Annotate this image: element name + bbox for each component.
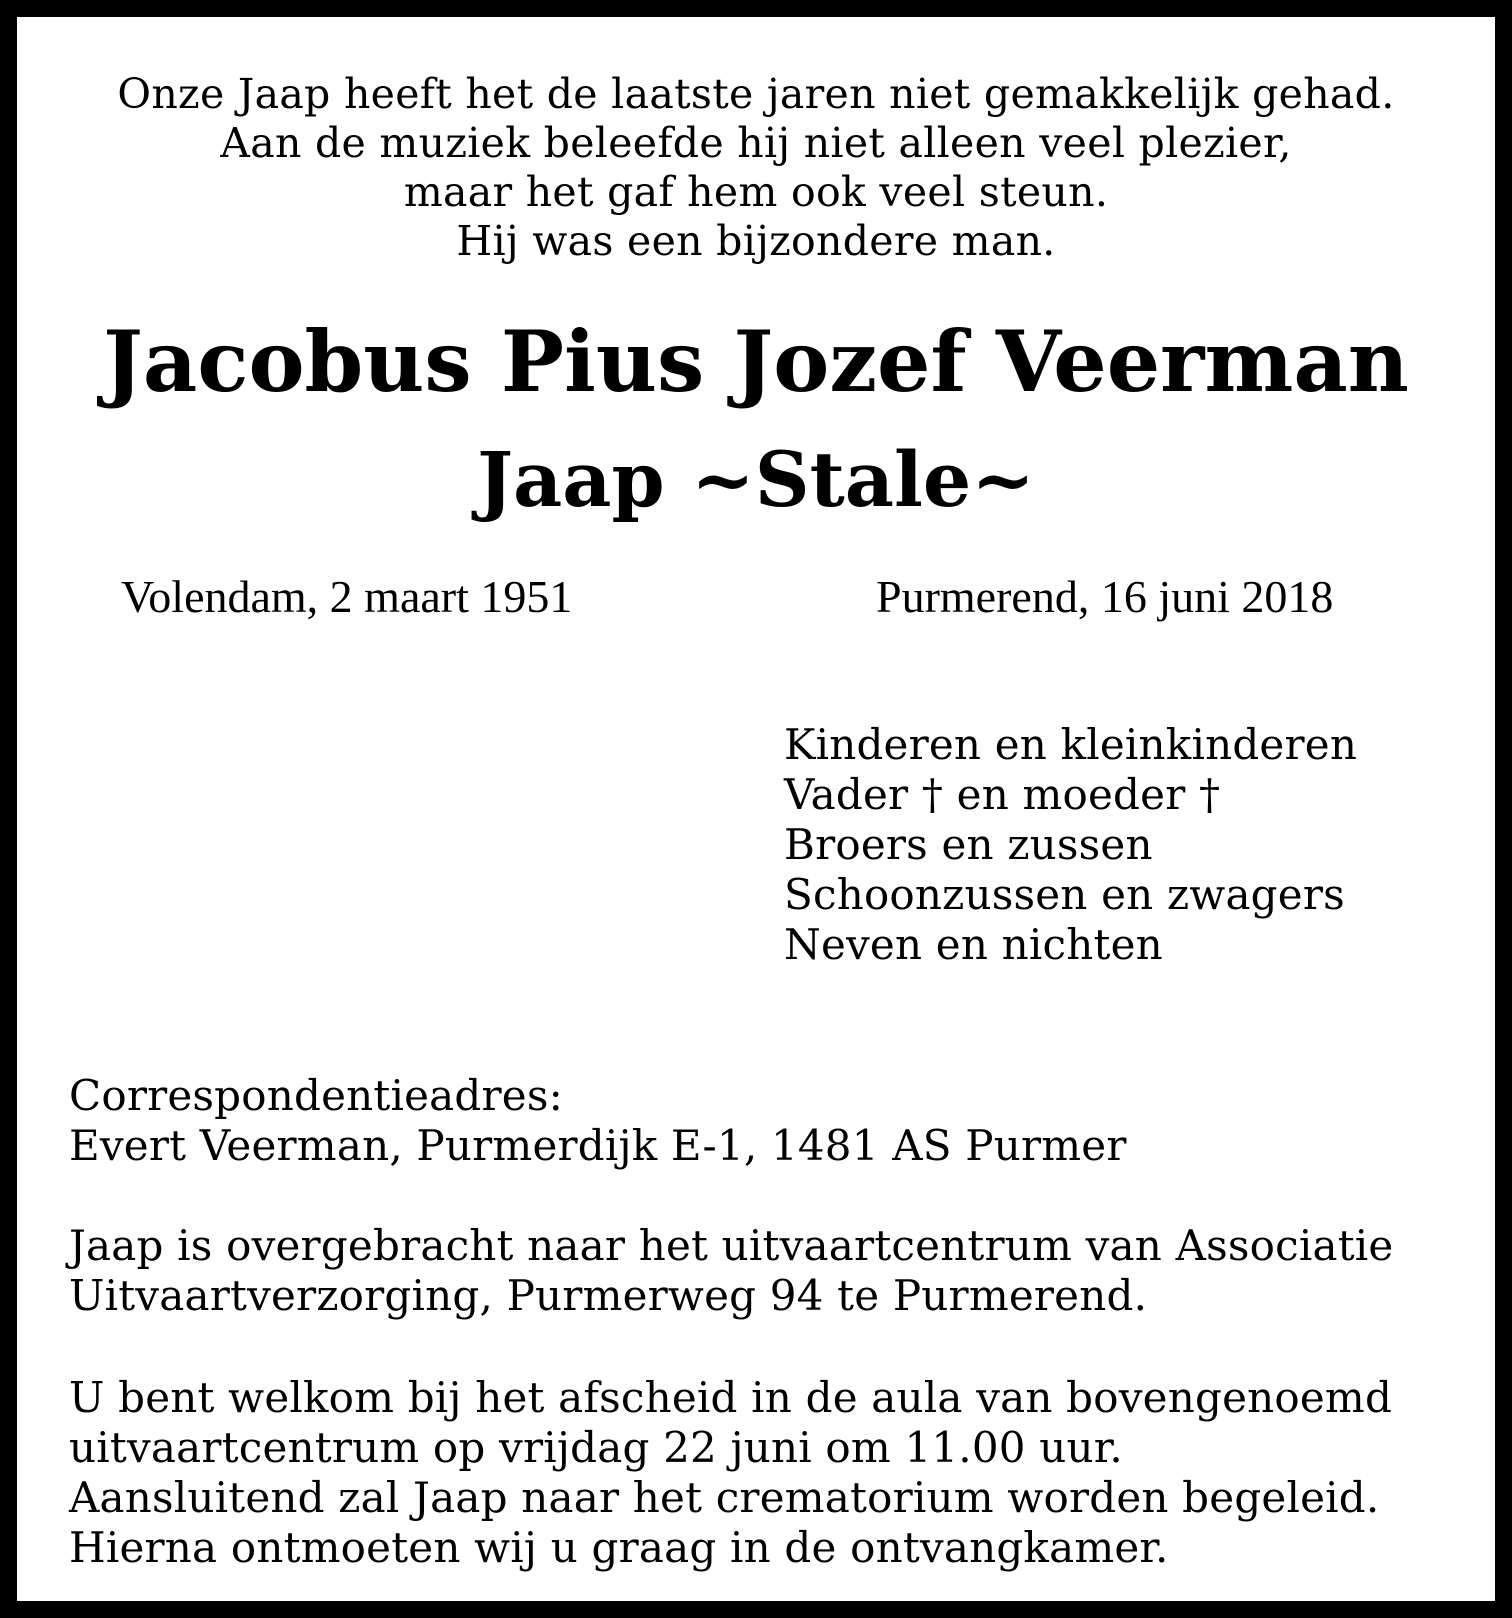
family-line: Neven en nichten bbox=[784, 920, 1163, 969]
farewell-line: Hierna ontmoeten wij u graag in de ontvangkamer. bbox=[69, 1523, 1169, 1572]
family-line: Vader † en moeder † bbox=[784, 770, 1221, 819]
family-line: Broers en zussen bbox=[784, 820, 1153, 869]
transfer-line: Uitvaartverzorging, Purmerweg 94 te Purmerend. bbox=[69, 1271, 1148, 1320]
deceased-nickname: Jaap ~Stale~ bbox=[477, 435, 1035, 524]
intro-line: maar het gaf hem ook veel steun. bbox=[403, 168, 1109, 216]
farewell-line: uitvaartcentrum op vrijdag 22 juni om 11.00 uur. bbox=[69, 1423, 1123, 1472]
correspondence-address: Evert Veerman, Purmerdijk E-1, 1481 AS Purmer bbox=[69, 1121, 1127, 1170]
family-list bbox=[784, 720, 1357, 970]
farewell-notice bbox=[69, 1373, 1392, 1573]
family-line: Schoonzussen en zwagers bbox=[784, 870, 1345, 919]
deceased-full-name: Jacobus Pius Jozef Veerman bbox=[103, 312, 1409, 411]
death-place-date: Purmerend, 16 juni 2018 bbox=[876, 571, 1334, 622]
farewell-line: Aansluitend zal Jaap naar het crematorium worden begeleid. bbox=[69, 1473, 1380, 1522]
correspondence-block bbox=[69, 1071, 1127, 1171]
intro-line: Aan de muziek beleefde hij niet alleen veel plezier, bbox=[220, 119, 1292, 167]
transfer-line: Jaap is overgebracht naar het uitvaartcentrum van Associatie bbox=[69, 1221, 1394, 1270]
birth-place-date: Volendam, 2 maart 1951 bbox=[121, 571, 573, 622]
intro-line: Hij was een bijzondere man. bbox=[456, 217, 1056, 265]
farewell-line: U bent welkom bij het afscheid in de aula van bovengenoemd bbox=[69, 1373, 1393, 1422]
intro-line: Onze Jaap heeft het de laatste jaren niet gemakkelijk gehad. bbox=[117, 70, 1395, 118]
transfer-notice bbox=[69, 1221, 1393, 1321]
correspondence-label: Correspondentieadres: bbox=[69, 1071, 563, 1120]
family-line: Kinderen en kleinkinderen bbox=[784, 720, 1358, 769]
intro-verse bbox=[34, 70, 1478, 266]
